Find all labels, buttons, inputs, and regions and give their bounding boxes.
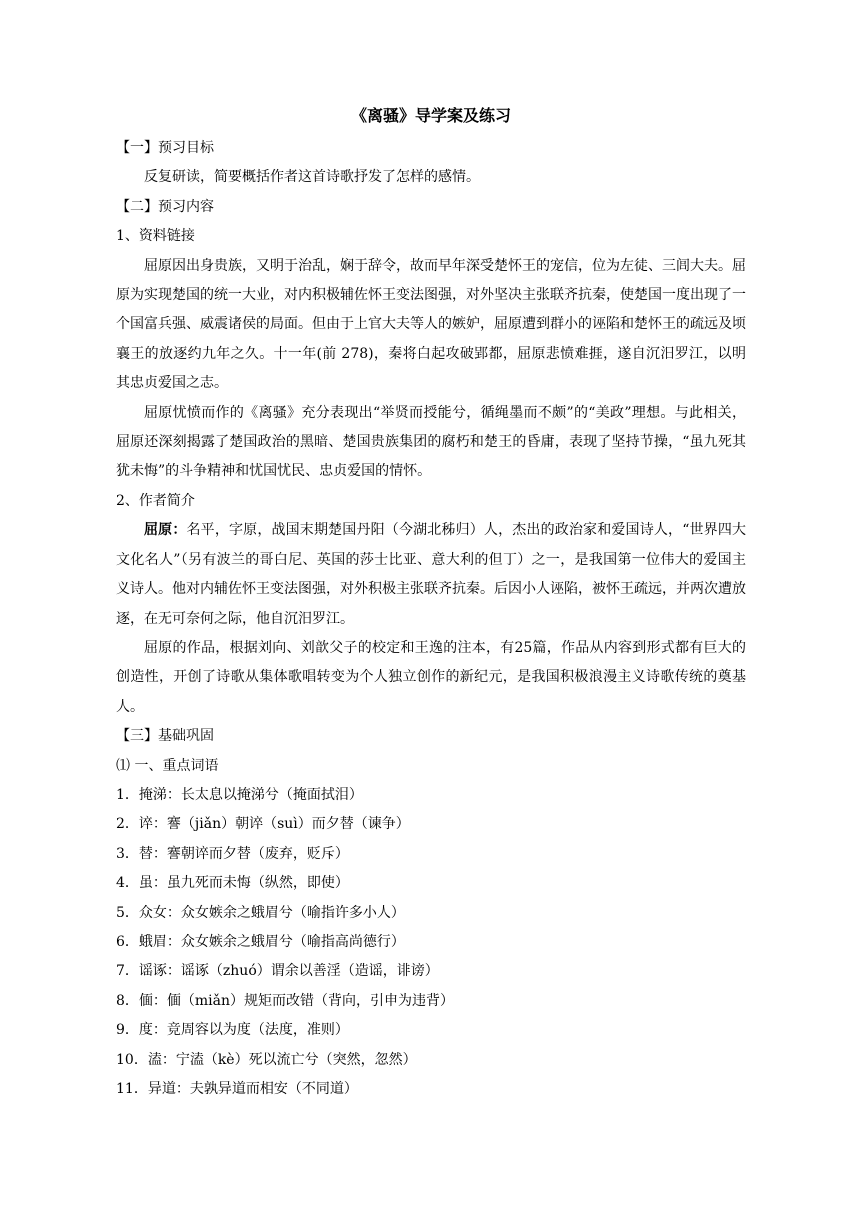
list-item: 5．众女：众女嫉余之蛾眉兮（喻指许多小人）	[116, 904, 405, 921]
preview-goal-text: 反复研读，简要概括作者这首诗歌抒发了怎样的感情。	[144, 169, 480, 186]
materials-paragraph-2: 屈原忧愤而作的《离骚》充分表现出“举贤而授能兮，循绳墨而不颇”的“美政”理想。与此相关，屈原还深刻揭露了楚国政治的黑暗、楚国贵族集团的腐朽和楚王的昏庸，表现了坚持节操，“虽九死其犹未悔”的斗争精神和忧国忧民、忠贞爱国的情怀。	[116, 404, 746, 480]
subheading-key-words: ⑴ 一、重点词语	[116, 757, 219, 774]
author-paragraph-2: 屈原的作品，根据刘向、刘歆父子的校定和王逸的注本，有25篇，作品从内容到形式都有巨大的创造性，开创了诗歌从集体歌唱转变为个人独立创作的新纪元，是我国积极浪漫主义诗歌传统的奠基人。	[116, 639, 746, 715]
list-item: 8．偭：偭（miǎn）规矩而改错（背向，引申为违背）	[116, 992, 455, 1009]
list-item: 9．度：竞周容以为度（法度，准则）	[116, 1022, 349, 1039]
subheading-materials: 1、资料链接	[116, 228, 195, 245]
list-item: 2．谇：謇（jiǎn）朝谇（suì）而夕替（谏争）	[116, 816, 410, 833]
materials-paragraph-1: 屈原因出身贵族，又明于治乱，娴于辞令，故而早年深受楚怀王的宠信，位为左徒、三闾大夫。屈原为实现楚国的统一大业，对内积极辅佐怀王变法图强，对外坚决主张联齐抗秦，使楚国一度出现了一个国富兵强、威震诸侯的局面。但由于上官大夫等人的嫉妒，屈原遭到群小的诬陷和楚怀王的疏远及顷襄王的放逐约九年之久。十一年(前 278)，秦将白起攻破郢都，屈原悲愤难捱，遂自沉汨罗江，以明其忠贞爱国之志。	[116, 257, 746, 392]
author-name-label: 屈原：	[144, 522, 187, 539]
page-title: 《离骚》导学案及练习	[350, 106, 511, 125]
author-paragraph-1	[116, 516, 746, 634]
list-item: 1．掩涕：长太息以掩涕兮（掩面拭泪）	[116, 786, 363, 803]
section-heading-preview-goal: 【一】预习目标	[116, 140, 214, 156]
subheading-author: 2、作者简介	[116, 492, 195, 509]
list-item: 10．溘：宁溘（kè）死以流亡兮（突然，忽然）	[116, 1051, 417, 1068]
list-item: 6．蛾眉：众女嫉余之蛾眉兮（喻指高尚德行）	[116, 933, 405, 950]
list-item: 4．虽：虽九死而未悔（纵然，即使）	[116, 875, 349, 892]
section-heading-preview-content: 【二】预习内容	[116, 198, 214, 215]
list-item: 3．替：謇朝谇而夕替（废弃，贬斥）	[116, 845, 349, 862]
list-item: 11．异道：夫孰异道而相安（不同道）	[116, 1081, 358, 1097]
document-body	[116, 104, 746, 1104]
key-words-list	[116, 781, 746, 1104]
section-heading-basics: 【三】基础巩固	[116, 728, 214, 745]
author-paragraph-1-text: 名平，字原，战国末期楚国丹阳（今湖北秭归）人，杰出的政治家和爱国诗人，“世界四大文化名人”（另有波兰的哥白尼、英国的莎士比亚、意大利的但丁）之一，是我国第一位伟大的爱国主义诗人。他对内辅佐怀王变法图强，对外积极主张联齐抗秦。后因小人诬陷，被怀王疏远，并两次遭放逐，在无可奈何之际，他自沉汨罗江。	[116, 522, 747, 627]
list-item: 7．谣诼：谣诼（zhuó）谓余以善淫（造谣，诽谤）	[116, 963, 439, 980]
